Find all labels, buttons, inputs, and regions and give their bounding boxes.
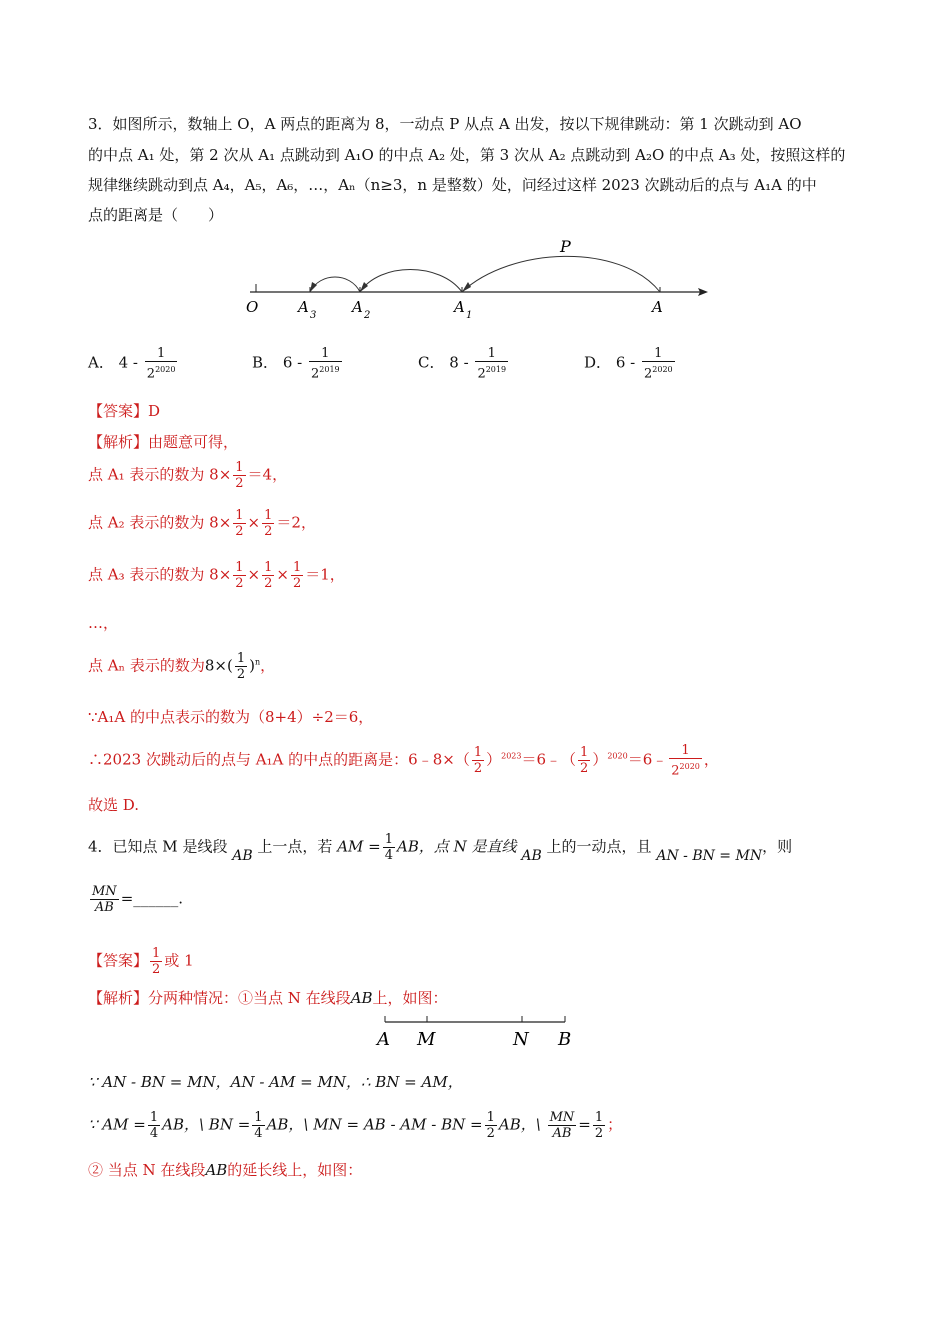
q4-line-2: $\frac{MN}{AB}$ =______.	[92, 884, 184, 915]
label-O: O	[246, 298, 259, 316]
label-A: A	[652, 298, 663, 316]
number-line-figure	[240, 232, 715, 324]
q4-case-1: 【解析】分两种情况：①当点 N 在线段AB上，如图：	[88, 989, 448, 1007]
q3-step-2: 点 A₂ 表示的数为 8× $\frac{1}{2}$ × $\frac{1}{2}$ ＝2，	[88, 508, 316, 539]
label-A1: A	[454, 298, 465, 316]
q3-line-2: 的中点 A₁ 处，第 2 次从 A₁ 点跳动到 A₁O 的中点 A₂ 处，第 3 次从 A₂ 点跳动到 A₂O 的中点 A₃ 处，按照这样的	[88, 146, 846, 164]
q3-step-final: ∴2023 次跳动后的点与 A₁A 的中点的距离是：6﹣8×（ $\frac{1}{2}$ ）$^{2023}$＝6﹣（ $\frac{1}{2}$ ）$^{2020}$＝6﹣ $\frac{1}{2^{2020}}$ ，	[88, 743, 719, 779]
seg-label-M: M	[417, 1029, 436, 1050]
q3-line-4: 点的距离是（ ）	[88, 206, 224, 224]
segment-figure	[372, 1012, 582, 1052]
q3-analysis-intro: 【解析】由题意可得，	[88, 433, 239, 451]
q3-line-3: 规律继续跳动到点 A₄，A₅，A₆，…，Aₙ（n≥3，n 是整数）处，问经过这样 2023 次跳动后的点与 A₁A 的中	[88, 176, 817, 194]
option-c[interactable]: C． 8 - $\frac{1}{2^{2019}}$	[418, 346, 507, 382]
seg-label-B: B	[558, 1029, 572, 1050]
label-P: P	[560, 237, 571, 256]
q4-eq-2: ∵ AM = $\frac{1}{4}$ AB，\ BN = $\frac{1}{4}$ AB，\ MN = AB - AM - BN = $\frac{1}{2}$ AB，\ $\frac{MN}{AB}$ = $\frac{1}{2}$ ；	[88, 1110, 623, 1141]
q4-answer: 【答案】 $\frac{1}{2}$ 或 1	[88, 946, 194, 977]
q4-case-2: ② 当点 N 在线段AB的延长线上，如图：	[88, 1161, 363, 1179]
option-b[interactable]: B． 6 - $\frac{1}{2^{2019}}$	[252, 346, 340, 382]
q3-step-3: 点 A₃ 表示的数为 8× $\frac{1}{2}$ × $\frac{1}{2}$ × $\frac{1}{2}$ ＝1，	[88, 560, 345, 591]
q3-conclusion: 故选 D.	[88, 796, 140, 814]
q3-answer: 【答案】D	[88, 402, 161, 420]
label-A3: A	[298, 298, 309, 316]
label-A2: A	[352, 298, 363, 316]
label-A1-sub: 1	[466, 310, 473, 321]
option-a[interactable]: A． 4 - $\frac{1}{2^{2020}}$	[88, 346, 176, 382]
option-d[interactable]: D． 6 - $\frac{1}{2^{2020}}$	[584, 346, 673, 382]
label-A3-sub: 3	[310, 310, 317, 321]
q3-step-mid: ∵A₁A 的中点表示的数为（8+4）÷2＝6，	[88, 708, 374, 726]
q3-step-1: 点 A₁ 表示的数为 8× $\frac{1}{2}$ ＝4，	[88, 460, 288, 491]
seg-label-A: A	[377, 1029, 390, 1050]
q4-line-1: 4．已知点 M 是线段 AB 上一点，若 AM = $\frac{1}{4}$ AB，点 N 是直线 AB 上的一动点，且 AN - BN = MN，则	[88, 832, 793, 864]
q3-ellipsis: …，	[88, 614, 119, 632]
q3-line-1: 3．如图所示，数轴上 O，A 两点的距离为 8，一动点 P 从点 A 出发，按以下规律跳动：第 1 次跳动到 AO	[88, 115, 802, 133]
q3-step-n: 点 Aₙ 表示的数为8×( $\frac{1}{2}$ )$^n$，	[88, 651, 276, 682]
seg-label-N: N	[513, 1029, 529, 1050]
label-A2-sub: 2	[364, 310, 371, 321]
q4-eq-1: ∵ AN - BN = MN，AN - AM = MN，∴ BN = AM，	[88, 1073, 463, 1091]
